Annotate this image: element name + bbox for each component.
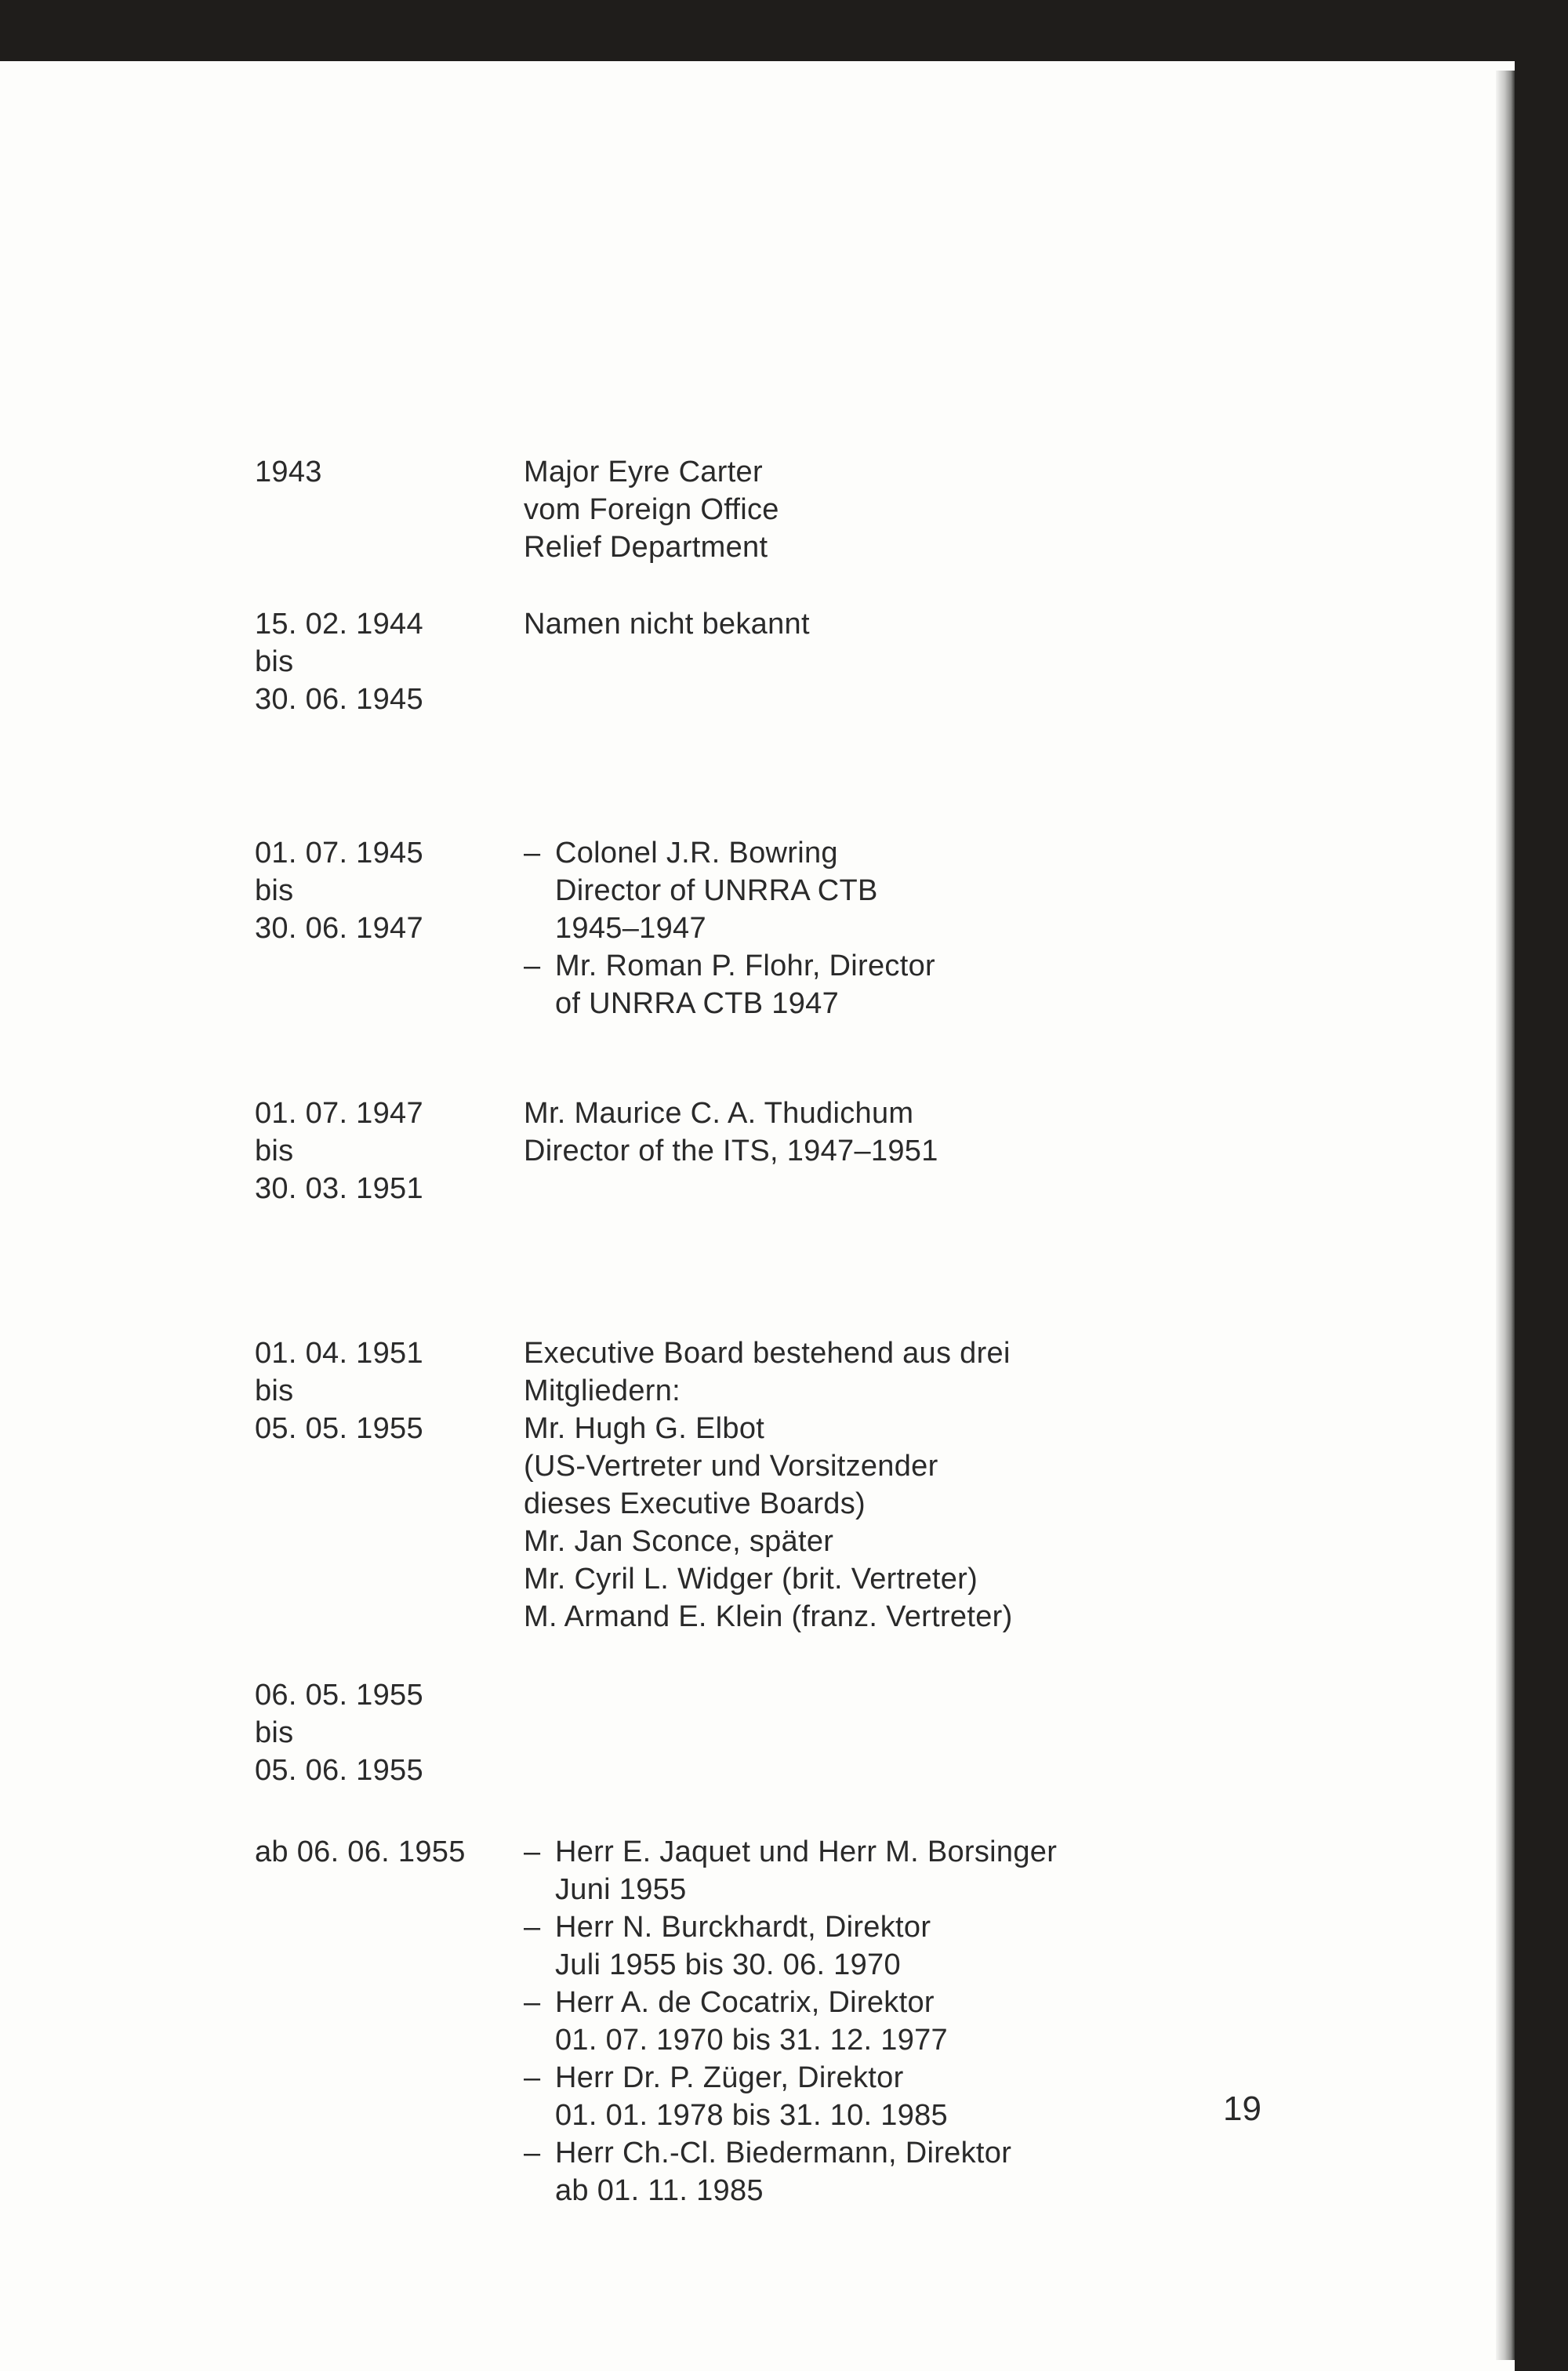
dash-marker: –: [524, 949, 541, 982]
description-line: Herr Dr. P. Züger, Direktor: [555, 2061, 904, 2094]
list-item: [524, 1984, 1386, 2059]
description-line: dieses Executive Boards): [524, 1487, 866, 1520]
list-item: [524, 1908, 1386, 1984]
dash-marker: –: [524, 2061, 541, 2094]
date-line: 30. 03. 1951: [255, 1172, 423, 1205]
dash-marker: –: [524, 1835, 541, 1868]
date-line: 15. 02. 1944: [255, 608, 423, 641]
date-line: 01. 07. 1945: [255, 837, 423, 870]
date-line: 1943: [255, 456, 322, 488]
description-line: Mr. Roman P. Flohr, Director: [555, 949, 935, 982]
date-line: 30. 06. 1945: [255, 683, 423, 716]
entry-date: [255, 605, 514, 718]
description-line: (US-Vertreter und Vorsitzender: [524, 1450, 938, 1483]
description-line: Mr. Hugh G. Elbot: [524, 1412, 765, 1445]
description-line: Mr. Maurice C. A. Thudichum: [524, 1097, 914, 1130]
date-line: 05. 05. 1955: [255, 1412, 423, 1445]
entry-date: [255, 1095, 514, 1207]
date-line: 01. 07. 1947: [255, 1097, 423, 1130]
entry-date: [255, 1833, 514, 1871]
page-edge-shadow: [1496, 71, 1515, 2360]
dash-marker: –: [524, 837, 541, 870]
description-line: vom Foreign Office: [524, 493, 779, 526]
date-line: bis: [255, 645, 294, 678]
entry-description: [524, 1095, 1386, 1170]
description-line: M. Armand E. Klein (franz. Vertreter): [524, 1600, 1013, 1633]
description-line: 1945–1947: [555, 912, 706, 945]
entry-description: [524, 605, 1386, 643]
entry-date: [255, 453, 514, 491]
description-line: 01. 07. 1970 bis 31. 12. 1977: [555, 2024, 948, 2057]
description-line: Mitgliedern:: [524, 1374, 681, 1407]
date-line: bis: [255, 1374, 294, 1407]
description-line: Colonel J.R. Bowring: [555, 837, 838, 870]
date-line: bis: [255, 1716, 294, 1749]
entry-date: [255, 834, 514, 947]
list-item: [524, 1833, 1386, 1908]
description-line: Herr Ch.-Cl. Biedermann, Direktor: [555, 2137, 1012, 2169]
entry-description: [524, 453, 1386, 566]
description-line: Herr A. de Cocatrix, Direktor: [555, 1986, 935, 2019]
dash-marker: –: [524, 1911, 541, 1944]
list-item: [524, 947, 1386, 1022]
date-line: 06. 05. 1955: [255, 1679, 423, 1712]
description-line: Mr. Jan Sconce, später: [524, 1525, 834, 1558]
date-line: ab 06. 06. 1955: [255, 1835, 466, 1868]
description-line: Juli 1955 bis 30. 06. 1970: [555, 1948, 901, 1981]
description-line: Relief Department: [524, 531, 768, 564]
entry-date: [255, 1334, 514, 1447]
description-line: Director of the ITS, 1947–1951: [524, 1135, 938, 1167]
list-item: [524, 2134, 1386, 2209]
description-line: Mr. Cyril L. Widger (brit. Vertreter): [524, 1563, 978, 1596]
page-number: 19: [1223, 2090, 1261, 2128]
date-line: bis: [255, 1135, 294, 1167]
list-item: [524, 834, 1386, 947]
entry-description: [524, 1334, 1386, 1636]
description-line: ab 01. 11. 1985: [555, 2174, 764, 2207]
date-line: bis: [255, 874, 294, 907]
date-line: 05. 06. 1955: [255, 1754, 423, 1787]
dash-marker: –: [524, 1986, 541, 2019]
description-line: 01. 01. 1978 bis 31. 10. 1985: [555, 2099, 948, 2132]
description-line: Juni 1955: [555, 1873, 687, 1906]
description-line: Herr N. Burckhardt, Direktor: [555, 1911, 931, 1944]
description-line: Major Eyre Carter: [524, 456, 763, 488]
description-line: Herr E. Jaquet und Herr M. Borsinger: [555, 1835, 1058, 1868]
description-line: Executive Board bestehend aus drei: [524, 1337, 1011, 1370]
description-line: Director of UNRRA CTB: [555, 874, 878, 907]
entry-description: [524, 1833, 1386, 2209]
entry-date: [255, 1676, 514, 1789]
date-line: 30. 06. 1947: [255, 912, 423, 945]
date-line: 01. 04. 1951: [255, 1337, 423, 1370]
description-line: Namen nicht bekannt: [524, 608, 810, 641]
dash-marker: –: [524, 2137, 541, 2169]
description-line: of UNRRA CTB 1947: [555, 987, 840, 1020]
entry-description: [524, 834, 1386, 1022]
